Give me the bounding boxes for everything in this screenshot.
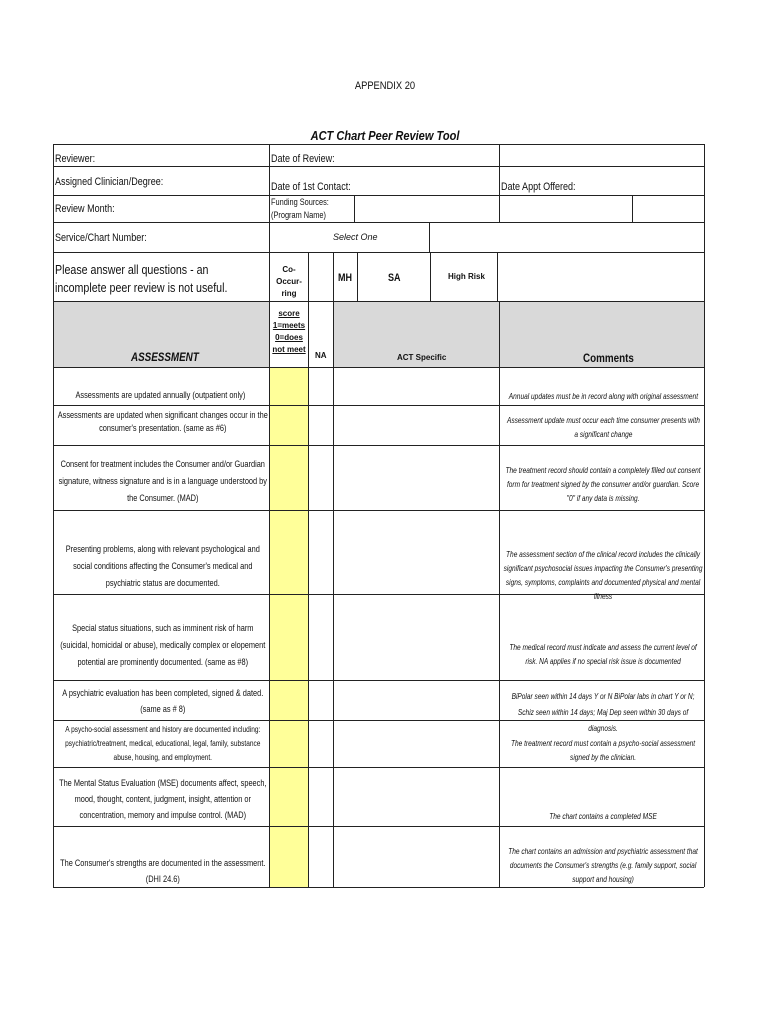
instructions-text: Please answer all questions - an incomplete peer review is not useful. — [55, 262, 228, 295]
assessment-item: Presenting problems, along with relevant psychological and social conditions affecting the Consumer's medical and psychiatric status are documented. — [65, 544, 260, 588]
assessment-item: Special status situations, such as imminent risk of harm (suicidal, homicidal or abuse), medically complex or elopement potential are prominently documented. (same as #8) — [60, 623, 266, 667]
assessment-item: A psychiatric evaluation has been completed, signed & dated. (same as # 8) — [62, 688, 264, 714]
date-review-label: Date of Review: — [271, 153, 335, 165]
comments-header: Comments — [583, 351, 634, 365]
sa-label: SA — [388, 272, 401, 284]
act-specific-header: ACT Specific — [397, 353, 447, 362]
score-header: score 1=meets 0=does not meet — [272, 309, 306, 354]
comment-text: The medical record must indicate and assess the current level of risk. NA applies if no special risk issue is documented — [509, 643, 697, 666]
comment-text: The treatment record must contain a psycho-social assessment signed by the clinician. — [510, 739, 696, 762]
select-one-dropdown[interactable]: Select One — [333, 232, 378, 242]
date-appt-label: Date Appt Offered: — [501, 181, 576, 193]
co-occurring-label: Co-Occur-ring — [276, 265, 302, 298]
assessment-item: Assessments are updated annually (outpatient only) — [75, 390, 246, 400]
comment-text: The chart contains a completed MSE — [549, 812, 657, 821]
comment-text: Assessment update must occur each time consumer presents with a significant change — [506, 416, 700, 439]
comment-text: The assessment section of the clinical record includes the clinically significant psychosocial issues impacting the Consumer's presenting signs, symptoms, complaints and documented physical and mental illness — [503, 550, 703, 601]
review-month-label: Review Month: — [55, 203, 115, 215]
comment-text: BiPolar seen within 14 days Y or N BiPolar labs in chart Y or N; Schiz seen within 14 days; Maj Dep seen within 30 days of diagnosis. — [511, 692, 695, 733]
funding-sources-label: Funding Sources: (Program Name) — [271, 197, 329, 220]
high-risk-label: High Risk — [448, 272, 485, 281]
page-title: ACT Chart Peer Review Tool — [310, 128, 460, 143]
mh-label: MH — [338, 272, 353, 284]
assessment-item: Assessments are updated when significant changes occur in the consumer's presentation. (same as #6) — [57, 410, 268, 433]
service-chart-label: Service/Chart Number: — [55, 232, 147, 244]
comment-text: Annual updates must be in record along with original assessment — [508, 392, 699, 401]
appendix-label: APPENDIX 20 — [354, 80, 416, 92]
assessment-item: A psycho-social assessment and history are documented including: psychiatric/treatment, medical, educational, legal, family, substance abuse, housing, and employment. — [65, 725, 261, 762]
assessment-item: The Mental Status Evaluation (MSE) documents affect, speech, mood, thought, content, judgment, insight, attention or concentration, memory and impulse control. (MAD) — [59, 778, 267, 820]
comment-text: The chart contains an admission and psychiatric assessment that documents the Consumer's strengths (e.g. family support, social support and housing) — [508, 847, 698, 884]
na-header: NA — [315, 351, 327, 360]
reviewer-label: Reviewer: — [55, 153, 96, 165]
assessment-header: ASSESSMENT — [131, 350, 199, 364]
assigned-clinician-label: Assigned Clinician/Degree: — [55, 176, 164, 188]
comment-text: The treatment record should contain a completely filled out consent form for treatment signed by the consumer and/or guardian. Score "0" if any data is missing. — [505, 466, 701, 503]
assessment-item: The Consumer's strengths are documented in the assessment. (DHI 24.6) — [60, 858, 266, 884]
date-first-contact-label: Date of 1st Contact: — [271, 181, 351, 193]
assessment-item: Consent for treatment includes the Consumer and/or Guardian signature, witness signature and is in a language understood by the Consumer. (MAD) — [58, 459, 267, 503]
